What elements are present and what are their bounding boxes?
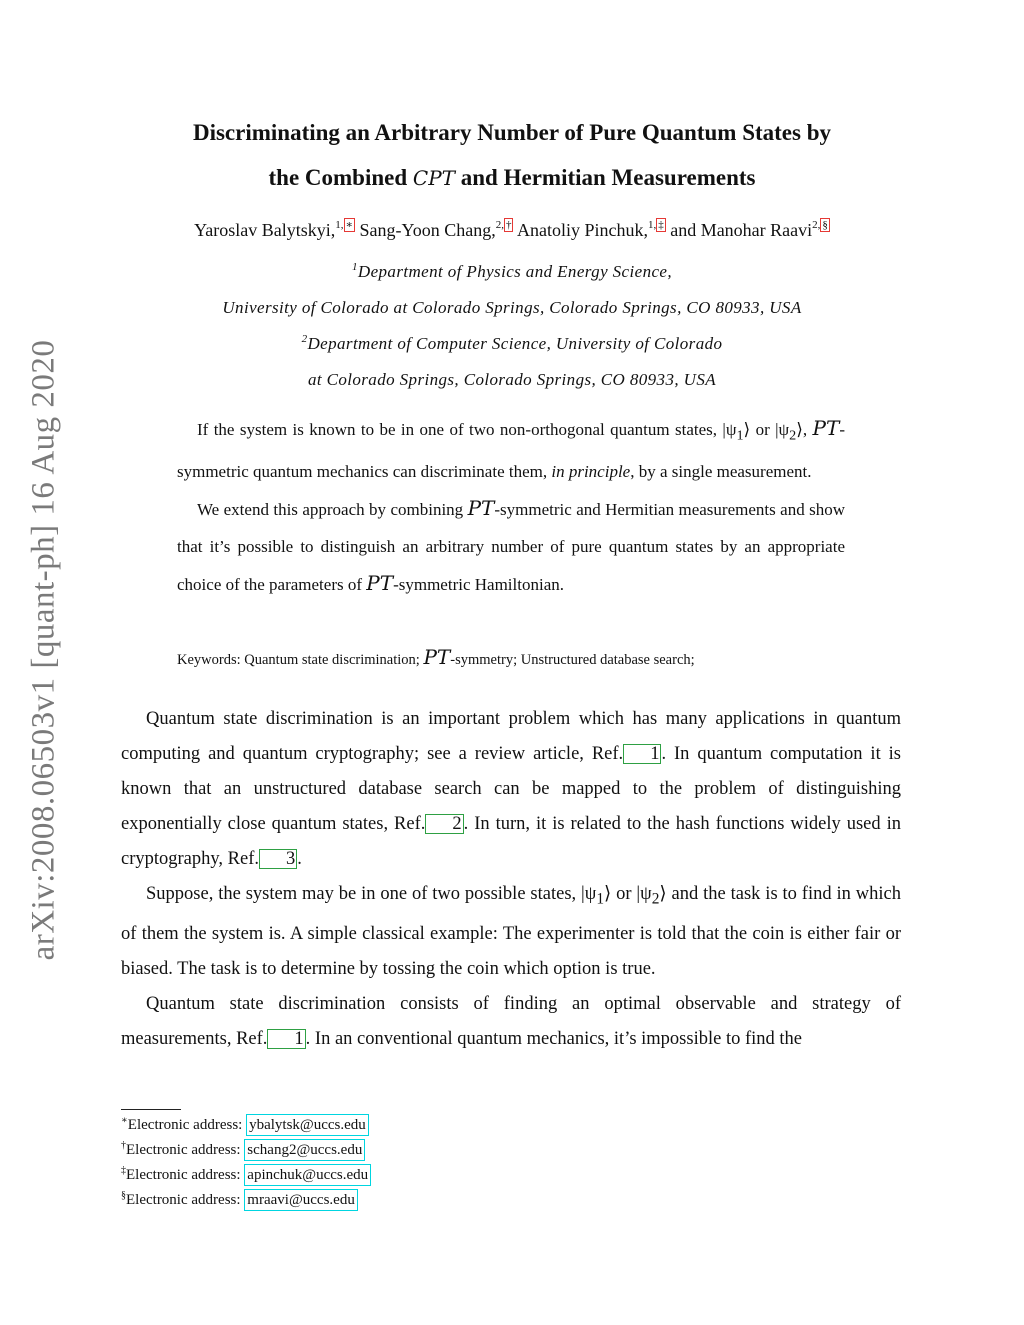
citation-link[interactable]: 1 [267, 1029, 305, 1049]
affiliation-2-line-2: at Colorado Springs, Colorado Springs, CO 80933, USA [307, 370, 717, 389]
abstract-paragraph-1: If the system is known to be in one of two non-orthogonal quantum states, $|\psi_1⟩$ or $|\psi_2⟩$, PT-symmetric quantum mechanics can discriminate them, in principle, by a single measurement. [177, 416, 845, 481]
citation-link[interactable]: 3 [259, 849, 297, 869]
body-paragraph-3: Quantum state discrimination consists of finding an optimal observable and strategy of measurements, Ref. 1 . In an conventional quantum mechanics, it’s impossible to find the [121, 993, 901, 1049]
body-text [121, 702, 901, 1057]
footnote-link[interactable]: ∗ [345, 219, 354, 231]
citation-link[interactable]: 1 [623, 744, 661, 764]
footnote-link[interactable]: ‡ [658, 219, 664, 231]
author-name: Anatoliy Pinchuk, [513, 220, 648, 240]
footnote-item: †Electronic address: schang2@uccs.edu [121, 1138, 371, 1163]
cpt-symbol: CPT [412, 166, 456, 190]
author-name: Sang-Yoon Chang, [355, 220, 496, 240]
title-line-1: Discriminating an Arbitrary Number of Pure Quantum States by [192, 120, 832, 145]
footnote-link[interactable]: § [822, 219, 828, 231]
paper-title [100, 110, 924, 201]
author-name: and Manohar Raavi [665, 220, 813, 240]
author-list: Yaroslav Balytskyi,$^{1, ∗}$ Sang-Yoon Chang,$^{2, \dagger}$ Anatoliy Pinchuk,$^{1, \ddagger}$ and Manohar Raavi$^{2, \S}$ [194, 219, 828, 240]
keywords: Keywords: Quantum state discrimination; PT-symmetry; Unstructured database search; [177, 645, 695, 669]
footnote-link[interactable]: † [505, 219, 512, 231]
citation-link[interactable]: 2 [425, 814, 463, 834]
footnote-divider [121, 1109, 181, 1110]
email-link[interactable]: schang2@uccs.edu [244, 1139, 365, 1161]
title-line-2: the Combined CPT and Hermitian Measurements [268, 165, 756, 190]
body-paragraph-2: Suppose, the system may be in one of two possible states, $|\psi_1⟩$ or $|\psi_2⟩$ and the task is to find in which of them the system is. A simple classical example: The experimenter is told that the coin is either fair or biased. The task is to determine by tossing the coin which option is true. [121, 884, 901, 979]
body-paragraph-1: Quantum state discrimination is an important problem which has many applications in quantum computing and quantum cryptography; see a review article, Ref. 1 . In quantum computation it is known that an unstructured database search can be mapped to the problem of distinguishing exponentially close quantum states, Ref. 2 . In turn, it is related to the hash functions widely used in cryptography, Ref. 3 . [121, 709, 901, 869]
email-link[interactable]: ybalytsk@uccs.edu [246, 1114, 369, 1136]
author-name: Yaroslav Balytskyi, [194, 220, 336, 240]
email-link[interactable]: apinchuk@uccs.edu [244, 1164, 371, 1186]
email-link[interactable]: mraavi@uccs.edu [244, 1189, 358, 1211]
abstract-paragraph-2: We extend this approach by combining PT-symmetric and Hermitian measurements and show that it’s possible to distinguish an arbitrary number of pure quantum states by an appropriate choice of the parameters of PT-symmetric Hamiltonian. [177, 496, 845, 596]
footnote-item: §Electronic address: mraavi@uccs.edu [121, 1188, 371, 1213]
arxiv-identifier: arXiv:2008.06503v1 [quant-ph] 16 Aug 2020 [25, 339, 62, 961]
affiliation-1-line-1: $^1$Department of Physics and Energy Science, [351, 261, 673, 281]
footnote-item: ‡Electronic address: apinchuk@uccs.edu [121, 1163, 371, 1188]
abstract [177, 410, 845, 604]
affiliation-2-line-1: $^2$Department of Computer Science, University of Colorado [301, 333, 723, 353]
affiliation-1-line-2: University of Colorado at Colorado Springs, Colorado Springs, CO 80933, USA [222, 298, 802, 317]
footnote-item: ∗Electronic address: ybalytsk@uccs.edu [121, 1113, 371, 1138]
footnotes [121, 1113, 371, 1213]
